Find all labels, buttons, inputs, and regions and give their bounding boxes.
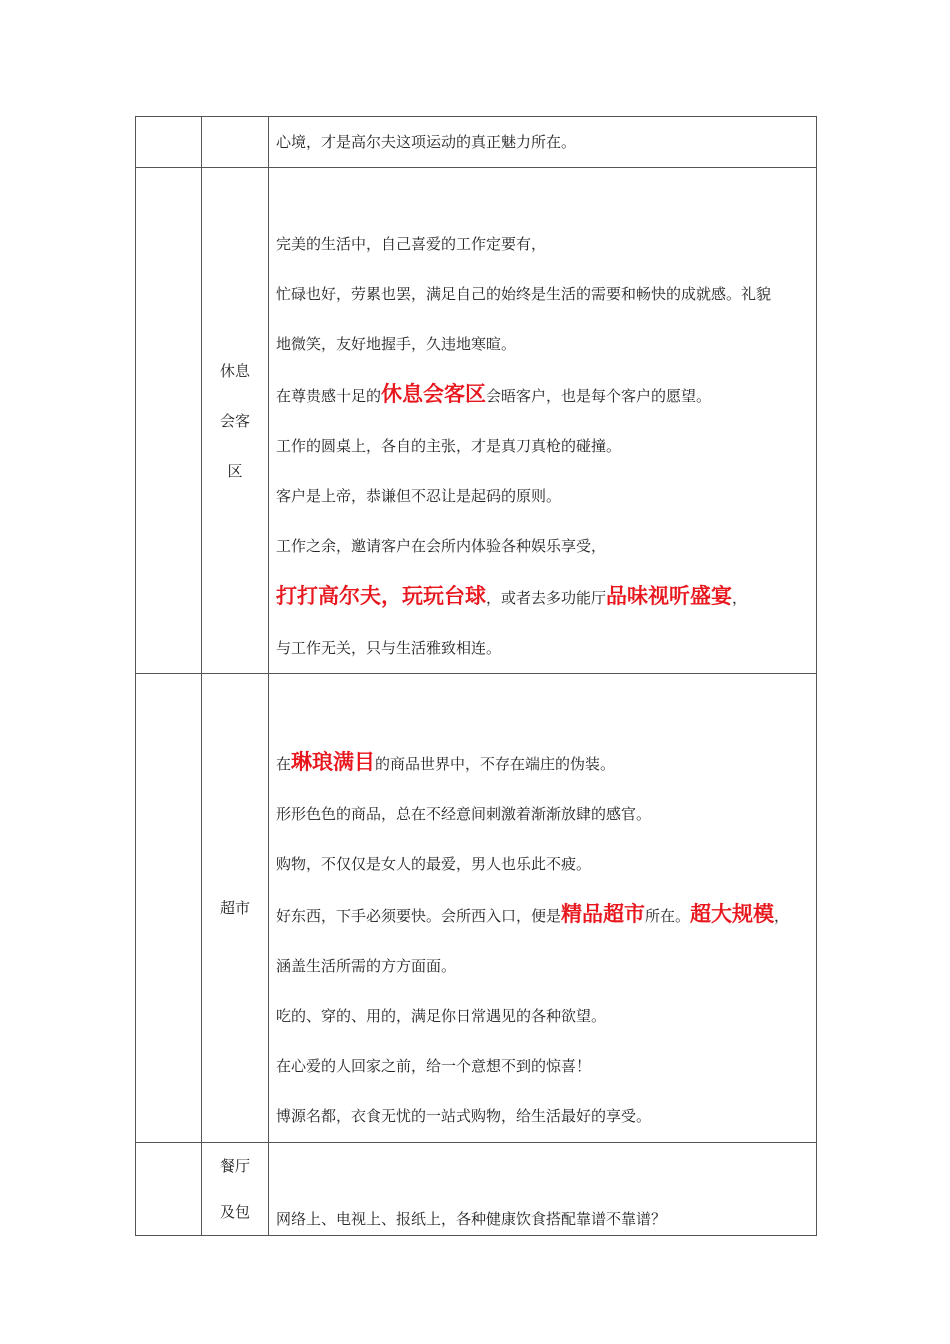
description-cell	[269, 674, 817, 1143]
description-cell	[269, 117, 817, 168]
empty-cell	[136, 168, 202, 674]
highlight-text: 品味视听盛宴	[606, 584, 733, 608]
text-line: 形形色色的商品，总在不经意间刺激着渐渐放肆的感官。	[276, 805, 652, 823]
text-line: 工作的圆桌上，各自的主张，才是真刀真枪的碰撞。	[276, 437, 622, 455]
table-row	[136, 168, 817, 674]
text-line: 打打高尔夫，玩玩台球，或者去多功能厅品味视听盛宴，	[276, 584, 748, 608]
description-cell	[269, 168, 817, 674]
highlight-text: 打打高尔夫，玩玩台球	[276, 584, 486, 608]
table-row	[136, 674, 817, 1143]
highlight-text: 超大规模	[690, 902, 775, 926]
text-line: 博源名都，衣食无忧的一站式购物，给生活最好的享受。	[276, 1107, 652, 1125]
table-row	[136, 1143, 817, 1236]
description-cell	[269, 1143, 817, 1236]
text-line: 客户是上帝，恭谦但不忍让是起码的原则。	[276, 487, 562, 505]
empty-cell	[136, 1143, 202, 1236]
text-line: 购物，不仅仅是女人的最爱，男人也乐此不疲。	[276, 855, 592, 873]
empty-cell	[136, 674, 202, 1143]
text-line: 在琳琅满目的商品世界中，不存在端庄的伪装。	[276, 750, 616, 774]
content-table	[135, 116, 817, 1236]
highlight-text: 琳琅满目	[291, 750, 376, 774]
text-line: 心境，才是高尔夫这项运动的真正魅力所在。	[276, 133, 577, 151]
section-label-restaurant: 餐厅 及包	[202, 1143, 269, 1236]
text-line: 吃的、穿的、用的，满足你日常遇见的各种欲望。	[276, 1007, 607, 1025]
text-line: 在尊贵感十足的休息会客区会晤客户，也是每个客户的愿望。	[276, 382, 712, 406]
text-line: 地微笑，友好地握手，久违地寒暄。	[276, 335, 517, 353]
table-row	[136, 117, 817, 168]
highlight-text: 精品超市	[561, 902, 646, 926]
section-label-lounge: 休息 会客 区	[202, 168, 269, 674]
text-line: 在心爱的人回家之前，给一个意想不到的惊喜！	[276, 1057, 592, 1075]
highlight-text: 休息会客区	[381, 382, 487, 406]
section-label-supermarket: 超市	[202, 674, 269, 1143]
text-line: 忙碌也好，劳累也罢，满足自己的始终是生活的需要和畅快的成就感。礼貌	[276, 285, 772, 303]
text-line: 完美的生活中，自己喜爱的工作定要有，	[276, 235, 547, 253]
text-line: 涵盖生活所需的方方面面。	[276, 957, 457, 975]
text-line: 与工作无关，只与生活雅致相连。	[276, 639, 502, 657]
text-line: 好东西，下手必须要快。会所西入口，便是精品超市所在。超大规模，	[276, 902, 790, 926]
text-line: 工作之余，邀请客户在会所内体验各种娱乐享受，	[276, 537, 607, 555]
empty-cell	[136, 117, 202, 168]
text-line: 网络上、电视上、报纸上，各种健康饮食搭配靠谱不靠谱？	[276, 1210, 667, 1228]
empty-cell	[202, 117, 269, 168]
